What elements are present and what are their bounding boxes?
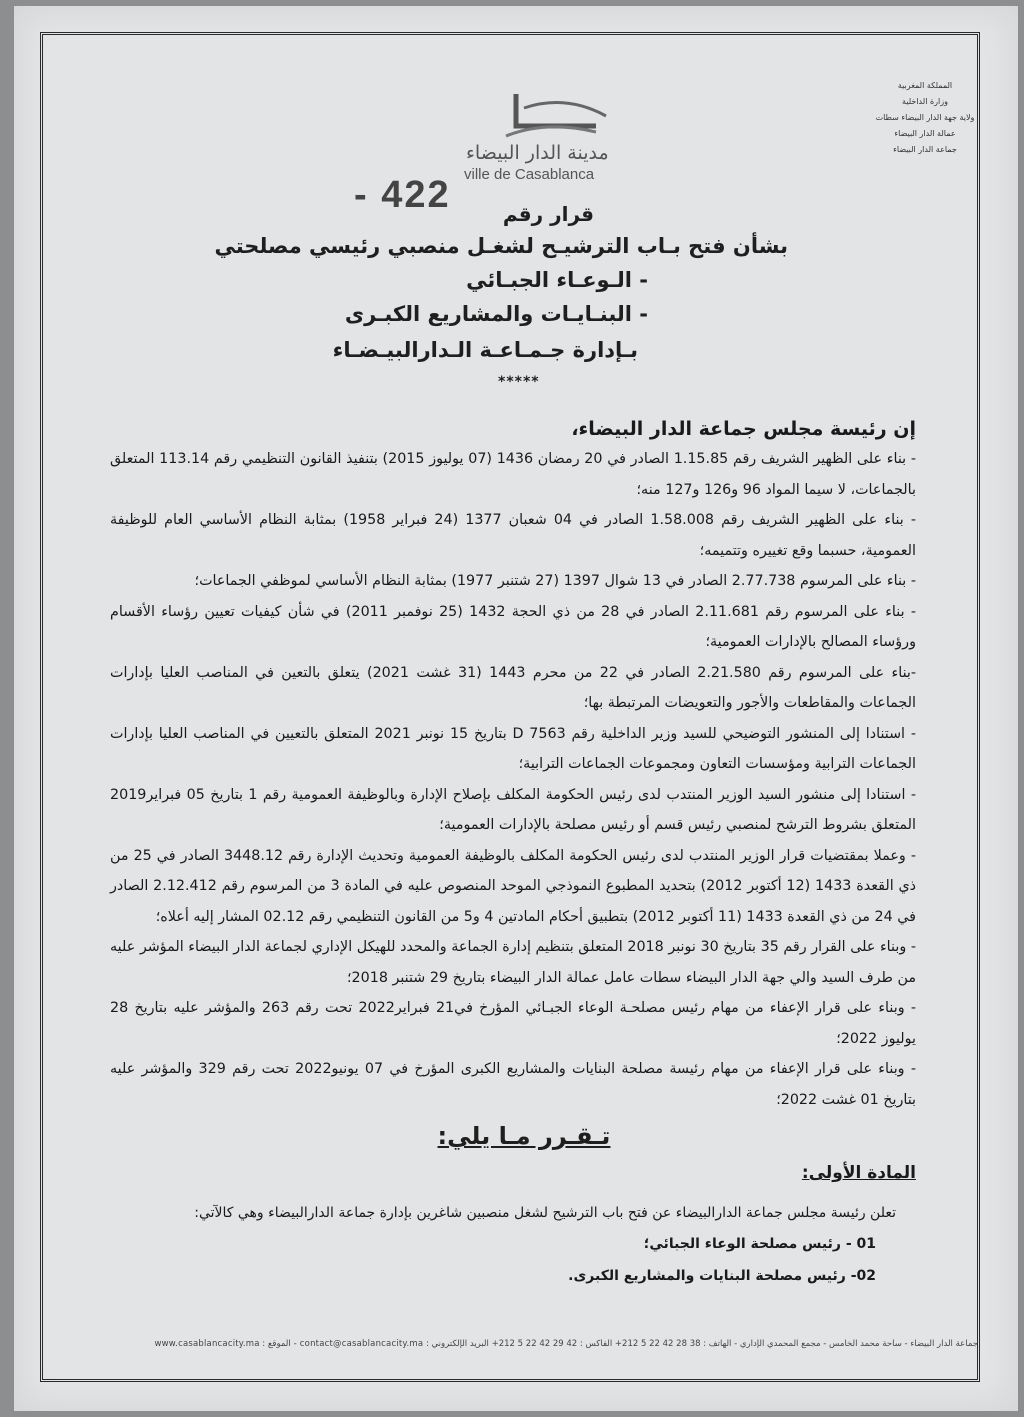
article-item: 02- رئيس مصلحة البنايات والمشاريع الكبرى. <box>568 1268 876 1284</box>
title-item-tax: - الـوعـاء الجبـائي <box>466 268 648 292</box>
ministry-header <box>860 78 990 158</box>
title-administration: بـإدارة جـمـاعـة الـدارالبيـضـاء <box>332 338 638 362</box>
article-title: المادة الأولى: <box>801 1163 916 1183</box>
preamble-paragraph: - وعملا بمقتضيات قرار الوزير المنتدب لدى رئيس الحكومة المكلف بالوظيفة العمومية وتحديث الإدارة رقم 3448.12 الصادر في 25 من ذي القعدة 1433 (12 أكتوبر 2012) بتحديد المطبوع النموذجي الموحد المنصوص عليه في المادة 3 من المرسوم رقم 2.12.412 الصادر في 24 من ذي القعدة 1433 (11 أكتوبر 2012) بتطبيق أحكام المادتين 4 و5 من القانون التنظيمي رقم 02.12 المشار إليه أعلاه؛ <box>110 847 917 925</box>
article-item: 01 - رئيس مصلحة الوعاء الجبائي؛ <box>643 1236 876 1252</box>
logo-arabic-text: مدينة الدار البيضاء <box>466 142 609 164</box>
article-one <box>110 1158 916 1292</box>
decision-heading: تـقـرر مـا يلي: <box>437 1122 611 1150</box>
casablanca-emblem-icon <box>446 86 616 146</box>
document-sheet <box>14 6 1018 1411</box>
ministry-line: المملكة المغربية <box>897 81 953 90</box>
ministry-line: جماعة الدار البيضاء <box>893 145 957 154</box>
preamble-paragraph: - وبناء على قرار الإعفاء من مهام رئيسة مصلحة البنايات والمشاريع الكبرى المؤرخ في 07 يونيو2022 تحت رقم 329 والمؤشر عليه بتاريخ 01 غشت 2022؛ <box>110 1061 917 1108</box>
preamble-paragraph: - استنادا إلى منشور السيد الوزير المنتدب لدى رئيس الحكومة المكلف بإصلاح الإدارة وبالوظيفة العمومية رقم 1 بتاريخ 05 فبراير2019 المتعلق بشروط الترشح لمنصبي رئيس قسم أو رئيس مصلحة بالإدارات العمومية؛ <box>110 786 916 833</box>
ministry-line: وزارة الداخلية <box>902 97 948 106</box>
preamble-opener: إن رئيسة مجلس جماعة الدار البيضاء، <box>571 418 916 440</box>
preamble-paragraph: - بناء على المرسوم 2.77.738 الصادر في 13 شوال 1397 (27 شتنبر 1977) بمثابة النظام الأساسي لموظفي الجماعات؛ <box>194 573 916 589</box>
article-intro: تعلن رئيسة مجلس جماعة الدارالبيضاء عن فتح باب الترشيح لشغل منصبين شاغرين بإدارة جماعة الدارالبيضاء وهي كالآتي: <box>194 1205 896 1221</box>
title-item-buildings: - البنـايـات والمشاريع الكبـرى <box>344 302 648 326</box>
ministry-line: ولاية جهة الدار البيضاء سطات <box>875 113 975 122</box>
preamble <box>110 414 916 1115</box>
preamble-paragraph: - بناء على المرسوم رقم 2.11.681 الصادر في 28 من ذي الحجة 1432 (25 نوفمبر 2011) في شأن كيفيات تعيين رؤساء الأقسام ورؤساء المصالح بالإدارات العمومية؛ <box>110 603 916 650</box>
title-subject: بشأن فتح بـاب الترشيـح لشغـل منصبي رئيسي مصلحتي <box>214 234 788 258</box>
decision-number: - 422 <box>354 174 451 216</box>
decision-label: قرار رقم <box>502 202 594 226</box>
ministry-line: عمالة الدار البيضاء <box>894 129 956 138</box>
preamble-paragraph: - وبناء على قرار الإعفاء من مهام رئيس مصلحـة الوعاء الجبـائي المؤرخ في21 فبراير2022 تحت رقم 263 والمؤشر عليه بتاريخ 28 يوليوز 2022؛ <box>110 1000 916 1047</box>
preamble-paragraph: - بناء على الظهير الشريف رقم 1.58.008 الصادر في 04 شعبان 1377 (24 فبراير 1958) بمثابة النظام الأساسي العام للوظيفة العمومية، حسبما وقع تغييره وتتميمه؛ <box>110 512 917 559</box>
footer-contact: جماعة الدار البيضاء - ساحة محمد الخامس - مجمع المحمدي الإداري - الهاتف : 38 28 42 22 5 212+ الفاكس : 42 29 42 22 5 212+ البريد الإلكتروني : contact@casablancacity.ma - الموقع : www.casablancacity.ma <box>154 1339 978 1349</box>
title-separator: ***** <box>498 374 540 390</box>
preamble-paragraph: -بناء على المرسوم رقم 2.21.580 الصادر في 22 من محرم 1443 (31 غشت 2021) يتعلق بالتعين في المناصب العليا بإدارات الجماعات والمقاطعات والأجور والتعويضات المرتبطة بها؛ <box>110 664 917 711</box>
logo-french-text: ville de Casablanca <box>464 166 595 183</box>
preamble-paragraph: - وبناء على القرار رقم 35 بتاريخ 30 نونبر 2018 المتعلق بتنظيم إدارة الجماعة والمحدد للهيكل الإداري لجماعة الدار البيضاء المؤشر عليه من طرف السيد والي جهة الدار البيضاء سطات عامل عمالة الدار البيضاء بتاريخ 29 شتنبر 2018؛ <box>110 939 916 986</box>
casablanca-logo <box>446 86 616 186</box>
preamble-paragraph: - بناء على الظهير الشريف رقم 1.15.85 الصادر في 20 رمضان 1436 (07 يوليوز 2015) بتنفيذ القانون التنظيمي رقم 113.14 المتعلق بالجماعات، لا سيما المواد 96 و126 و127 منه؛ <box>110 451 916 498</box>
preamble-paragraph: - استنادا إلى المنشور التوضيحي للسيد وزير الداخلية رقم D 7563 بتاريخ 15 نونبر 2021 المتعلق بالتعيين في المناصب العليا بإدارات الجماعات الترابية ومؤسسات التعاون ومجموعات الجماعات الترابية؛ <box>110 725 916 772</box>
